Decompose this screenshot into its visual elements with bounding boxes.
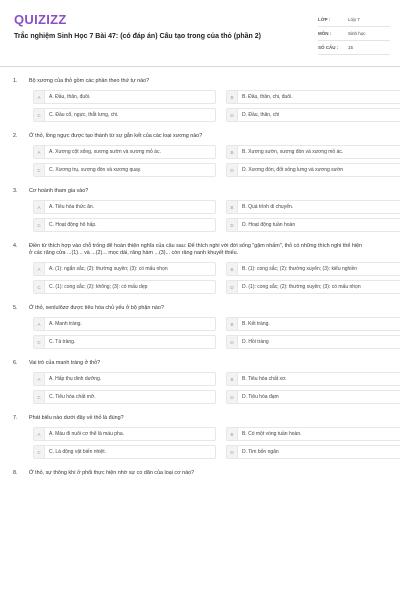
option-text: D. Hoạt động tuần hoàn xyxy=(242,222,296,228)
question-text: Điền từ thích hợp vào chỗ trống để hoàn thiện nghĩa của câu sau: Để thích nghi với đời sống "gặm nhấm", thỏ có những thích nghi thể hiện ở các răng cửa ...(1)... và ...(2)... mọc dài, răng hàm ...(3)... còn răng nanh khuyết thiếu. xyxy=(29,243,363,256)
option-letter: C xyxy=(34,391,45,403)
option-text: C. Là động vật biến nhiệt. xyxy=(49,449,106,455)
question-number: 1. xyxy=(13,78,18,84)
option-text: B. Quá trình di chuyển. xyxy=(242,204,294,210)
option-letter: C xyxy=(34,164,45,176)
option-text: A. Manh tràng. xyxy=(49,321,82,327)
question-item xyxy=(0,415,400,459)
option-text: A. Xương cột sống, xương sườn và xương mỏ ác. xyxy=(49,149,161,155)
option-letter: A xyxy=(34,373,45,385)
option-text: D. Xương đòn, đốt sống lưng và xương sườn xyxy=(242,167,344,173)
answer-options xyxy=(33,427,400,459)
question-item xyxy=(0,188,400,232)
question-item xyxy=(0,133,400,177)
option-text: B. Kết tràng. xyxy=(242,321,270,327)
answer-options xyxy=(33,145,400,177)
answer-option[interactable] xyxy=(226,262,400,276)
question-header xyxy=(0,360,400,367)
answer-option[interactable] xyxy=(33,445,216,459)
meta-row-class xyxy=(318,13,390,27)
meta-value: Sinh học xyxy=(348,31,366,36)
answer-option[interactable] xyxy=(226,317,400,331)
option-letter: B xyxy=(227,318,238,330)
question-number: 6. xyxy=(13,360,18,366)
question-text: Ở thỏ, xenlulôzơ được tiêu hóa chủ yếu ở bộ phận nào? xyxy=(29,305,164,311)
option-letter: B xyxy=(227,146,238,158)
option-letter: B xyxy=(227,201,238,213)
answer-option[interactable] xyxy=(226,200,400,214)
option-text: D. Đầu, thân, chi xyxy=(242,112,280,118)
answer-options xyxy=(33,262,400,294)
meta-value: Lớp 7 xyxy=(348,17,360,22)
question-number: 5. xyxy=(13,305,18,311)
option-text: B. (1): cong sắc; (2): thường xuyên; (3): kiểu nghiền xyxy=(242,266,358,272)
option-text: D. (1): cong sắc; (2): thường xuyên; (3): có mấu nhọn xyxy=(242,284,361,290)
question-text: Vai trò của manh tràng ở thỏ? xyxy=(29,360,101,366)
answer-option[interactable] xyxy=(33,163,216,177)
answer-option[interactable] xyxy=(226,280,400,294)
question-text: Bộ xương của thỏ gồm các phần theo thứ tự nào? xyxy=(29,78,150,84)
option-text: B. Xương sườn, xương đòn và xương mỏ ác. xyxy=(242,149,344,155)
question-item xyxy=(0,243,400,294)
question-header xyxy=(0,243,400,257)
option-letter: A xyxy=(34,318,45,330)
option-letter: C xyxy=(34,446,45,458)
option-letter: A xyxy=(34,91,45,103)
header xyxy=(0,0,400,60)
answer-option[interactable] xyxy=(33,145,216,159)
answer-option[interactable] xyxy=(33,90,216,104)
question-header xyxy=(0,415,400,422)
answer-option[interactable] xyxy=(226,145,400,159)
question-number: 3. xyxy=(13,188,18,194)
question-header xyxy=(0,78,400,85)
option-letter: D xyxy=(227,391,238,403)
answer-option[interactable] xyxy=(33,218,216,232)
answer-option[interactable] xyxy=(226,163,400,177)
option-text: A. Đầu, thân, đuôi. xyxy=(49,94,91,100)
option-letter: B xyxy=(227,91,238,103)
answer-option[interactable] xyxy=(226,390,400,404)
answer-option[interactable] xyxy=(226,90,400,104)
question-list xyxy=(0,78,400,488)
question-number: 8. xyxy=(13,470,18,476)
meta-row-count xyxy=(318,41,390,55)
question-header xyxy=(0,470,400,477)
answer-option[interactable] xyxy=(33,372,216,386)
question-text: Phát biểu nào dưới đây về thỏ là đúng? xyxy=(29,415,124,421)
option-text: C. Đầu cổ, ngực, thắt lưng, chi. xyxy=(49,112,119,118)
answer-option[interactable] xyxy=(33,427,216,441)
question-number: 2. xyxy=(13,133,18,139)
quizizz-logo[interactable]: QUIZIZZ xyxy=(14,12,67,27)
meta-info xyxy=(318,13,390,55)
option-letter: D xyxy=(227,446,238,458)
answer-option[interactable] xyxy=(33,317,216,331)
option-letter: D xyxy=(227,219,238,231)
option-text: A. Máu đi nuôi cơ thể là máu pha. xyxy=(49,431,124,437)
answer-option[interactable] xyxy=(226,372,400,386)
answer-option[interactable] xyxy=(226,427,400,441)
answer-options xyxy=(33,90,400,122)
question-item xyxy=(0,360,400,404)
option-letter: B xyxy=(227,373,238,385)
question-item xyxy=(0,305,400,349)
answer-option[interactable] xyxy=(33,280,216,294)
page-title: Trắc nghiệm Sinh Học 7 Bài 47: (có đáp án) Cấu tạo trong của thỏ (phần 2) xyxy=(14,33,261,40)
answer-option[interactable] xyxy=(226,445,400,459)
meta-label: MÔN : xyxy=(318,31,332,36)
option-letter: A xyxy=(34,146,45,158)
meta-label: SỐ CÂU : xyxy=(318,45,339,50)
header-divider xyxy=(0,66,400,67)
option-letter: B xyxy=(227,428,238,440)
option-text: C. Tá tràng. xyxy=(49,339,76,345)
option-text: A. Hấp thụ dinh dưỡng. xyxy=(49,376,102,382)
option-letter: A xyxy=(34,263,45,275)
option-letter: D xyxy=(227,336,238,348)
option-text: A. (1): ngắn sắc; (2): thường xuyên; (3): có mấu nhọn xyxy=(49,266,168,272)
answer-option[interactable] xyxy=(33,200,216,214)
option-text: A. Tiêu hóa thức ăn. xyxy=(49,204,95,210)
option-letter: A xyxy=(34,428,45,440)
question-header xyxy=(0,305,400,312)
option-text: C. (1): cong sắc; (2): không; (3): có mấu dẹp xyxy=(49,284,148,290)
option-letter: B xyxy=(227,263,238,275)
option-letter: D xyxy=(227,109,238,121)
answer-option[interactable] xyxy=(33,390,216,404)
question-number: 4. xyxy=(13,243,18,249)
option-text: B. Đầu, thân, chi, đuôi. xyxy=(242,94,293,100)
option-letter: C xyxy=(34,336,45,348)
answer-options xyxy=(33,372,400,404)
option-text: B. Tiêu hóa chất xơ. xyxy=(242,376,287,382)
option-letter: C xyxy=(34,109,45,121)
option-text: C. Xương trụ, xương đòn và xương quay. xyxy=(49,167,142,173)
option-letter: D xyxy=(227,281,238,293)
option-text: C. Tiêu hóa chất mỡ. xyxy=(49,394,96,400)
question-text: Ở thỏ, lồng ngực được tạo thành từ sự gắn kết của các loại xương nào? xyxy=(29,133,203,139)
meta-label: LỚP : xyxy=(318,17,331,22)
option-letter: C xyxy=(34,281,45,293)
option-letter: D xyxy=(227,164,238,176)
meta-row-subject xyxy=(318,27,390,41)
answer-option[interactable] xyxy=(226,218,400,232)
answer-option[interactable] xyxy=(33,262,216,276)
option-letter: A xyxy=(34,201,45,213)
question-text: Ở thỏ, sự thông khí ở phổi thực hiện nhờ sự co dãn của loại cơ nào? xyxy=(29,470,195,476)
option-text: D. Hồi tràng xyxy=(242,339,269,345)
question-text: Cơ hoành tham gia vào? xyxy=(29,188,89,194)
answer-option[interactable] xyxy=(226,335,400,349)
option-text: C. Hoạt động hô hấp. xyxy=(49,222,97,228)
question-item xyxy=(0,78,400,122)
answer-option[interactable] xyxy=(226,108,400,122)
question-number: 7. xyxy=(13,415,18,421)
answer-options xyxy=(33,317,400,349)
question-header xyxy=(0,133,400,140)
answer-option[interactable] xyxy=(33,335,216,349)
option-text: B. Có một vòng tuần hoàn. xyxy=(242,431,302,437)
option-text: D. Tiêu hóa đạm xyxy=(242,394,279,400)
question-item xyxy=(0,470,400,477)
question-header xyxy=(0,188,400,195)
option-letter: C xyxy=(34,219,45,231)
answer-options xyxy=(33,200,400,232)
meta-value: 15 xyxy=(348,45,354,50)
option-text: D. Tim bốn ngăn xyxy=(242,449,279,455)
answer-option[interactable] xyxy=(33,108,216,122)
